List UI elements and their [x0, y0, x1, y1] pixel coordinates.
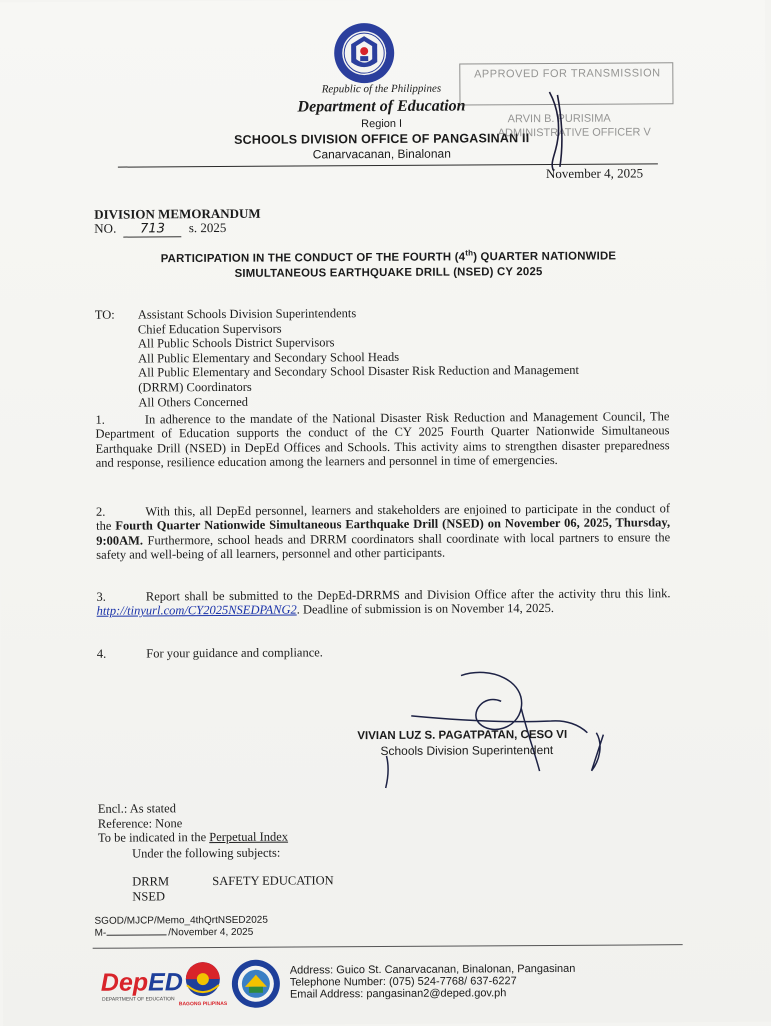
- paragraph-number: 4.: [96, 646, 107, 661]
- title-line1-b: ) QUARTER NATIONWIDE: [473, 250, 617, 264]
- sdo-seal-icon: [231, 959, 281, 1009]
- subjects-label: Under the following subjects:: [132, 845, 281, 861]
- footer-address: Address: Guico St. Canarvacanan, Binalonan, Pangasinan: [289, 962, 576, 977]
- header-location: Canarvacanan, Binalonan: [312, 146, 451, 162]
- paragraph-1: [95, 409, 669, 470]
- subject-codes: [132, 874, 169, 903]
- paragraph-text: . Deadline of submission is on November 14, 2025.: [296, 601, 555, 617]
- header-department: Department of Education: [297, 97, 466, 116]
- paragraph-3: [96, 586, 670, 618]
- index-text: To be indicated in the: [97, 830, 210, 845]
- paragraph-number: 2.: [95, 504, 106, 519]
- header-office: SCHOOLS DIVISION OFFICE OF PANGASINAN II: [234, 131, 530, 147]
- to-label: TO:: [94, 307, 115, 322]
- memo-label: DIVISION MEMORANDUM: [94, 205, 261, 222]
- footer-email: Email Address: pangasinan2@deped.gov.ph: [289, 987, 507, 1001]
- paragraph-text: For your guidance and compliance.: [146, 645, 323, 661]
- memo-number-line: [94, 220, 226, 238]
- header-republic: Republic of the Philippines: [321, 82, 442, 96]
- stamp-name: ARVIN B. PURISIMA: [507, 112, 611, 126]
- enclosure-block: [98, 801, 288, 846]
- paragraph-number: 3.: [96, 589, 106, 604]
- footer-contact: [290, 963, 576, 1001]
- recipient-list: [138, 304, 679, 409]
- report-link[interactable]: http://tinyurl.com/CY2025NSEDPANG2: [96, 602, 297, 619]
- deped-seal-icon: [333, 22, 395, 84]
- footer-telephone: Telephone Number: (075) 524-7768/ 637-6227: [289, 975, 517, 989]
- signatory-position: Schools Division Superintendent: [380, 742, 554, 759]
- header-region: Region I: [361, 117, 403, 131]
- ref-prefix: M-: [94, 927, 107, 939]
- recipient-item: All Public Elementary and Secondary School Disaster Risk Reduction and Management: [138, 363, 580, 380]
- svg-text:DepED: DepED: [100, 968, 183, 997]
- ref-date: /November 4, 2025: [168, 926, 254, 939]
- deped-logo-icon: [99, 963, 183, 1003]
- title-line1-sup: th: [465, 248, 474, 258]
- paragraph-number: 1.: [95, 412, 105, 427]
- reference-date-line: [95, 927, 254, 939]
- memo-series: s. 2025: [188, 219, 227, 236]
- memo-title: [108, 244, 668, 282]
- subject-name: SAFETY EDUCATION: [212, 873, 334, 889]
- title-line2: SIMULTANEOUS EARTHQUAKE DRILL (NSED) CY 2025: [234, 265, 543, 280]
- reference-line: Reference: None: [97, 815, 183, 831]
- recipient-item: All Public Elementary and Secondary School Heads: [138, 349, 400, 366]
- perpetual-index: Perpetual Index: [209, 829, 289, 845]
- paragraph-text: In adherence to the mandate of the National Disaster Risk Reduction and Management Council, The Department of Education supports the conduct of the CY 2025 Fourth Quarter Nationwide Simultaneous Earthquake Drill (NSED) in DepEd Offices and Schools. This activity aims to strengthen disaster preparedness and response, resilience education among the learners and personnel in time of emergencies.: [95, 409, 670, 470]
- recipient-item: Chief Education Supervisors: [137, 321, 282, 337]
- stamp-signature-icon: [527, 87, 588, 177]
- paragraph-2: [96, 501, 670, 562]
- memo-date: November 4, 2025: [545, 165, 644, 182]
- signatory-name: VIVIAN LUZ S. PAGATPATAN, CESO VI: [357, 728, 568, 743]
- recipient-item: (DRRM) Coordinators: [138, 379, 252, 395]
- reference-code: SGOD/MJCP/Memo_4thQrtNSED2025: [94, 914, 268, 927]
- bagong-pilipinas-logo-icon: [178, 959, 228, 1008]
- recipient-item: All Public Schools District Supervisors: [137, 335, 335, 351]
- stamp-title: ADMINISTRATIVE OFFICER V: [497, 126, 651, 140]
- paragraph-text: With this, all DepEd personnel, learners and stakeholders are enjoined to participate in the conduct of the: [96, 501, 671, 534]
- deped-logo-sub: DEPARTMENT OF EDUCATION: [101, 996, 175, 1003]
- enclosure-line: Encl.: As stated: [97, 801, 176, 816]
- drill-schedule: Fourth Quarter Nationwide Simultaneous Earthquake Drill (NSED) on November 06, 2025, Thursday, 9:00AM.: [96, 515, 671, 548]
- paragraph-text: Report shall be submitted to the DepEd-DRRMS and Division Office after the activity thru this link.: [145, 586, 671, 604]
- footer-divider: [93, 944, 683, 949]
- memo-number: 713: [124, 221, 182, 237]
- recipient-item: All Others Concerned: [138, 394, 249, 410]
- memo-no-label: NO.: [94, 220, 117, 236]
- recipient-item: Assistant Schools Division Superintendents: [137, 306, 357, 322]
- stamp-status: APPROVED FOR TRANSMISSION: [474, 67, 661, 81]
- paragraph-text: Furthermore, school heads and DRRM coordinators shall coordinate with local partners to ensure the safety and well-being of all learners, personnel and other participants.: [96, 530, 671, 562]
- subject-code: DRRM: [132, 874, 170, 889]
- paragraph-4: [97, 643, 671, 661]
- bagong-pilipinas-text: BAGONG PILIPINAS: [178, 1000, 228, 1008]
- title-line1-a: PARTICIPATION IN THE CONDUCT OF THE FOURTH (4: [160, 251, 466, 266]
- subject-code: NSED: [132, 888, 166, 904]
